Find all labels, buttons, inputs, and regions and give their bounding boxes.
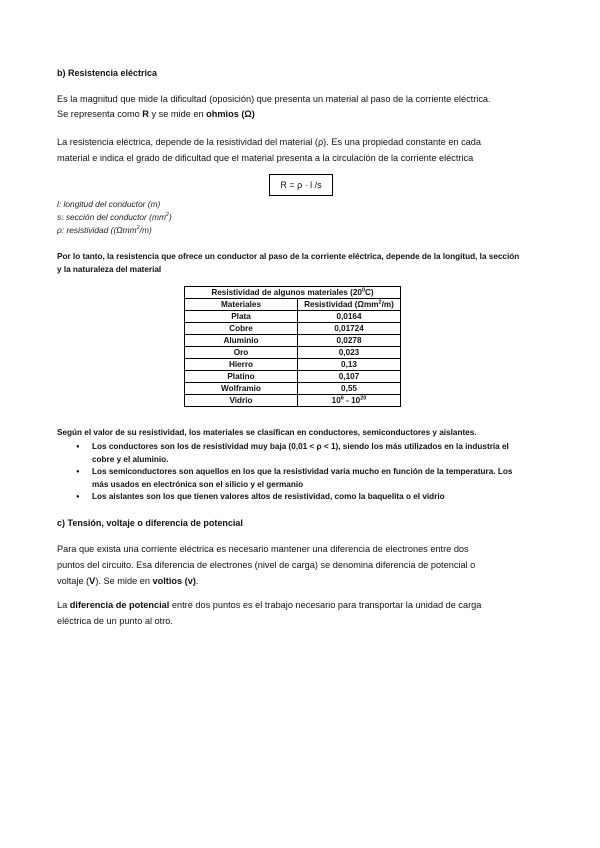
cell-value: 0,55 bbox=[298, 383, 401, 395]
list-item: ● Los aislantes son los que tienen valores altos de resistividad, como la baquelita o el vidrio bbox=[76, 491, 516, 504]
text-segment: ρ: resistividad ((Ωmm bbox=[57, 225, 137, 235]
text-segment: . bbox=[195, 576, 199, 586]
superscript: 20 bbox=[360, 395, 367, 402]
definition-resistivity bbox=[57, 225, 152, 235]
paragraph-potential-line2: eléctrica de un punto al otro. bbox=[57, 616, 173, 626]
text-segment: - 10 bbox=[343, 396, 361, 405]
text-segment: /m) bbox=[381, 300, 394, 309]
classification-intro: Según el valor de su resistividad, los materiales se clasifican en conductores, semiconductores y aislantes. bbox=[57, 428, 477, 437]
table-row bbox=[185, 323, 401, 335]
text-segment: ) bbox=[168, 212, 172, 222]
cell-material: Plata bbox=[185, 311, 298, 323]
text-segment: ). Se mide en bbox=[95, 576, 153, 586]
paragraph-voltage-line1: Para que exista una corriente eléctrica es necesario mantener una diferencia de electrones entre dos bbox=[57, 544, 469, 554]
table-row bbox=[185, 395, 401, 407]
cell-value: 0,107 bbox=[298, 371, 401, 383]
cell-material: Oro bbox=[185, 347, 298, 359]
table-header-row bbox=[185, 299, 401, 311]
unit-voltios: voltios (v) bbox=[152, 576, 196, 586]
paragraph-voltage-line3 bbox=[57, 574, 198, 589]
table-row bbox=[185, 311, 401, 323]
text-segment: voltaje ( bbox=[57, 576, 90, 586]
paragraph-definition-line1: Es la magnitud que mide la dificultad (oposición) que presenta un material al paso de la corriente eléctrica. bbox=[57, 94, 491, 104]
paragraph-dependency-line2: y la naturaleza del material bbox=[57, 265, 162, 274]
column-header-materials: Materiales bbox=[185, 299, 298, 311]
column-header-resistivity bbox=[298, 299, 401, 311]
cell-material: Platino bbox=[185, 371, 298, 383]
cell-value: 0,0278 bbox=[298, 335, 401, 347]
text-segment: C) bbox=[365, 288, 374, 297]
cell-value: 0,023 bbox=[298, 347, 401, 359]
text-segment: La bbox=[57, 600, 70, 610]
resistivity-table bbox=[184, 286, 401, 407]
cell-material: Aluminio bbox=[185, 335, 298, 347]
paragraph-resistivity-line2: material e indica el grado de dificultad que el material presenta a la circulación de la corriente eléctrica bbox=[57, 153, 474, 163]
classification-list bbox=[76, 441, 516, 504]
table-title-row bbox=[185, 287, 401, 299]
text-segment: s: sección del conductor (mm bbox=[57, 212, 166, 222]
paragraph-voltage-line2: puntos del circuito. Esa diferencia de electrones (nivel de carga) se denomina diferencia de potencial o bbox=[57, 560, 476, 570]
term-diferencia-potencial: diferencia de potencial bbox=[69, 600, 170, 610]
definition-section bbox=[57, 212, 172, 222]
text-segment: 10 bbox=[331, 396, 341, 405]
paragraph-dependency-line1: Por lo tanto, la resistencia que ofrece un conductor al paso de la corriente eléctrica, depende de la longitud, la sección bbox=[57, 252, 520, 261]
cell-material: Cobre bbox=[185, 323, 298, 335]
table-row bbox=[185, 383, 401, 395]
table-title bbox=[185, 287, 401, 299]
cell-material: Wolframio bbox=[185, 383, 298, 395]
superscript: 2 bbox=[136, 225, 140, 232]
superscript: 6 bbox=[340, 395, 344, 402]
formula-box: R = ρ · l /s bbox=[269, 174, 333, 196]
cell-value: 0,0164 bbox=[298, 311, 401, 323]
symbol-V: V bbox=[89, 576, 96, 586]
text-segment: /m) bbox=[139, 225, 152, 235]
text-segment: entre dos puntos es el trabajo necesario para transportar la unidad de carga bbox=[169, 600, 482, 610]
paragraph-potential-line1 bbox=[57, 598, 481, 613]
section-b-heading: b) Resistencia eléctrica bbox=[57, 68, 158, 78]
list-item: ● Los conductores son los de resistividad muy baja (0,01 < ρ < 1), siendo los más utilizados en la industria el cobre y el aluminio. bbox=[76, 441, 516, 466]
unit-ohmios: ohmios (Ω) bbox=[206, 109, 255, 119]
text-segment: Se representa como bbox=[57, 109, 143, 119]
symbol-R: R bbox=[142, 109, 149, 119]
section-c-heading: c) Tensión, voltaje o diferencia de potencial bbox=[57, 518, 243, 528]
cell-material: Vidrio bbox=[185, 395, 298, 407]
list-item: ● Los semiconductores son aquellos en los que la resistividad varía mucho en función de la temperatura. Los más usados en electrónica son el silicio y el germanio bbox=[76, 466, 516, 491]
text-segment: Resistividad de algunos materiales (20 bbox=[211, 288, 362, 297]
superscript: 2 bbox=[378, 299, 382, 306]
paragraph-resistivity-line1: La resistencia eléctrica, depende de la resistividad del material (ρ). Es una propiedad constante en cada bbox=[57, 137, 482, 147]
table-row bbox=[185, 335, 401, 347]
text-segment: y se mide en bbox=[148, 109, 207, 119]
cell-value: 0,01724 bbox=[298, 323, 401, 335]
table-row bbox=[185, 359, 401, 371]
definition-length: l: longitud del conductor (m) bbox=[57, 199, 161, 209]
superscript: 0 bbox=[361, 287, 366, 294]
cell-value bbox=[298, 395, 401, 407]
cell-value: 0,13 bbox=[298, 359, 401, 371]
paragraph-definition-line2 bbox=[57, 107, 255, 122]
table-row bbox=[185, 347, 401, 359]
text-segment: Resistividad (Ωmm bbox=[304, 300, 379, 309]
table-row bbox=[185, 371, 401, 383]
cell-material: Hierro bbox=[185, 359, 298, 371]
superscript: 2 bbox=[165, 212, 169, 219]
